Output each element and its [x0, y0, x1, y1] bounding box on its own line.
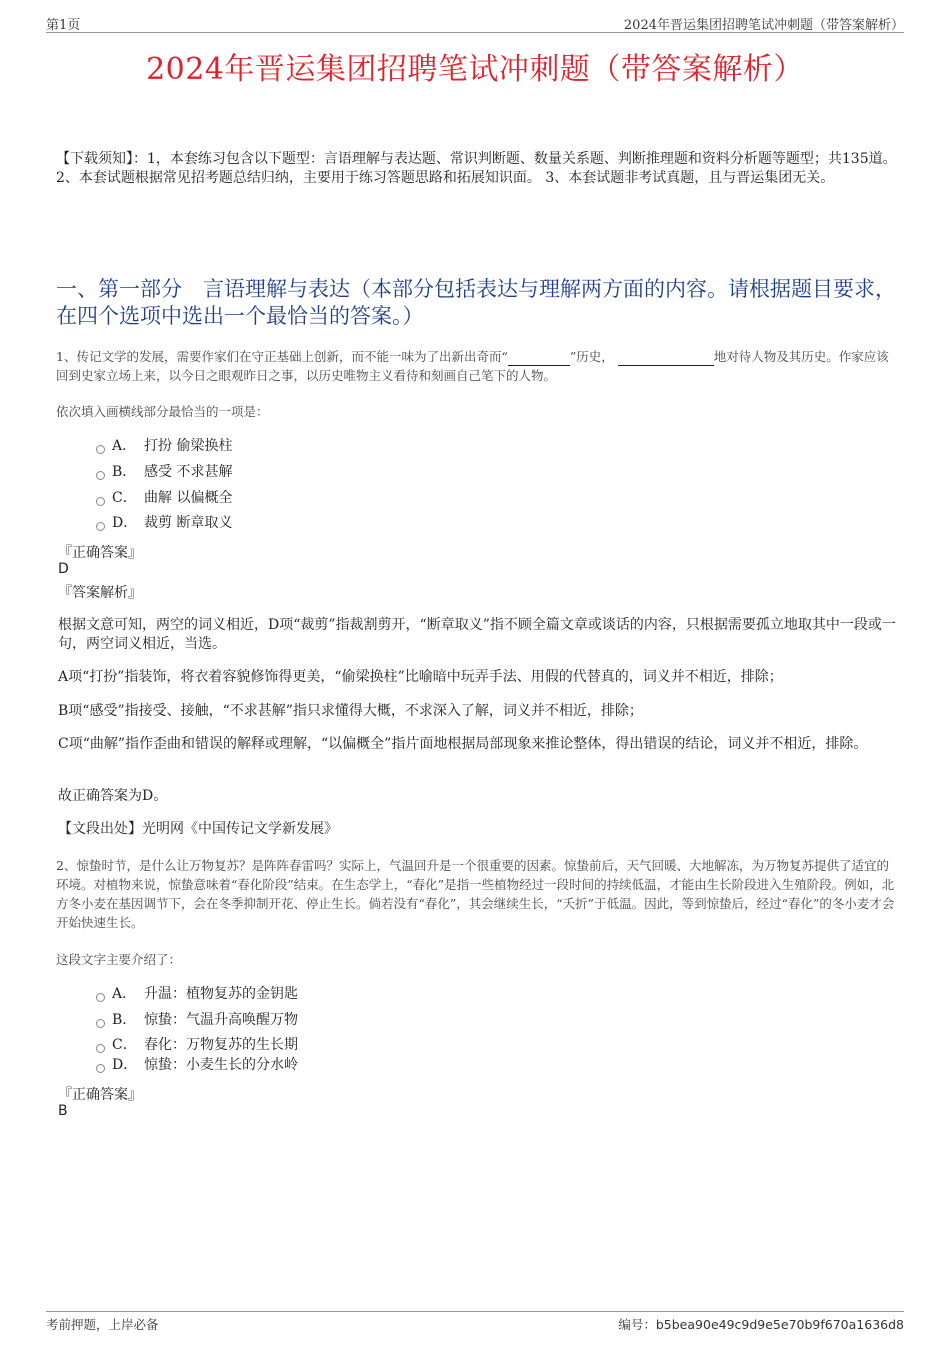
question-2-option-b[interactable]: B． 惊蛰：气温升高唤醒万物: [96, 1010, 298, 1030]
radio-icon[interactable]: [96, 497, 105, 506]
analysis-paragraph: A项“打扮”指装饰，将衣着容貌修饰得更美，“偷梁换柱”比喻暗中玩弄手法、用假的代替真的，词义并不相近，排除；: [58, 669, 783, 685]
radio-icon[interactable]: [96, 1044, 105, 1053]
radio-icon[interactable]: [96, 471, 105, 480]
question-1-option-a[interactable]: A． 打扮 偷梁换柱: [96, 436, 232, 456]
question-1-option-b[interactable]: B． 感受 不求甚解: [96, 462, 232, 482]
radio-icon[interactable]: [96, 993, 105, 1002]
question-1-prompt: 依次填入画横线部分最恰当的一项是：: [56, 404, 269, 419]
question-2-prompt: 这段文字主要介绍了：: [56, 952, 182, 967]
question-1-text-part2: ”历史，: [569, 349, 614, 364]
section-heading: 一、第一部分 言语理解与表达（本部分包括表达与理解两方面的内容。请根据题目要求，在四个选项中选出一个最恰当的答案。）: [56, 277, 896, 328]
analysis-paragraph: 根据文意可知，两空的词义相近，D项“裁剪”指裁割剪开，“断章取义”指不顾全篇文章或谈话的内容，只根据需要孤立地取其中一段或一句，两空词义相近，当选。: [58, 617, 896, 652]
footer-serial: 编号：b5bea90e49c9d9e5e70b9f670a1636d8: [618, 1317, 904, 1332]
question-1-option-c[interactable]: C． 曲解 以偏概全: [96, 488, 232, 508]
analysis-paragraph: B项“感受”指接受、接触，“不求甚解”指只求懂得大概，不求深入了解，词义并不相近，排除；: [58, 703, 643, 719]
header-page-number: 第1页: [46, 18, 81, 33]
fill-blank-1: [508, 351, 570, 366]
question-1-stem: [56, 347, 896, 385]
question-1-text-part1: 1、传记文学的发展，需要作家们在守正基础上创新，而不能一味为了出新出奇而“: [56, 349, 508, 364]
page-title: 2024年晋运集团招聘笔试冲刺题（带答案解析）: [146, 52, 804, 87]
analysis-paragraph: C项“曲解”指作歪曲和错误的解释或理解，“以偏概全”指片面地根据局部现象来推论整体，得出错误的结论，词义并不相近，排除。: [58, 736, 868, 752]
radio-icon[interactable]: [96, 1064, 105, 1073]
footer-serial-code: b5bea90e49c9d9e5e70b9f670a1636d8: [655, 1317, 904, 1332]
question-2-option-c[interactable]: C． 春化：万物复苏的生长期: [96, 1035, 298, 1055]
question-2-option-d[interactable]: D． 惊蛰：小麦生长的分水岭: [96, 1055, 298, 1075]
header-document-title: 2024年晋运集团招聘笔试冲刺题（带答案解析）: [623, 18, 904, 33]
download-notice: 【下载须知】：1，本套练习包含以下题型：言语理解与表达题、常识判断题、数量关系题、判断推理题和资料分析题等题型；共135道。 2、本套试题根据常见招考题总结归纳，主要用于练习答题思路和拓展知识面。 3、本套试题非考试真题，且与晋运集团无关。: [56, 151, 897, 186]
fill-blank-2: [618, 351, 714, 366]
question-1-source: 【文段出处】光明网《中国传记文学新发展》: [58, 821, 338, 837]
radio-icon[interactable]: [96, 445, 105, 454]
radio-icon[interactable]: [96, 522, 105, 531]
question-2-answer-label: 『正确答案』: [58, 1087, 142, 1103]
question-1-answer: D: [58, 561, 69, 577]
question-1-option-d[interactable]: D． 裁剪 断章取义: [96, 513, 232, 533]
footer-divider: [46, 1311, 904, 1312]
question-1-text-part3: 地对待人物及其历史。作家应该回到史家立场上来，以今日之眼观昨日之事，以历史唯物主义看待和刻画自己笔下的人物。: [56, 349, 889, 383]
analysis-paragraph: 故正确答案为D。: [58, 788, 168, 804]
footer-slogan: 考前押题，上岸必备: [46, 1317, 159, 1332]
question-1-analysis-label: 『答案解析』: [58, 585, 142, 601]
radio-icon[interactable]: [96, 1019, 105, 1028]
header-divider: [46, 32, 904, 33]
question-2-answer: B: [58, 1103, 68, 1119]
question-2-stem: 2、惊蛰时节，是什么让万物复苏？是阵阵春雷吗？实际上，气温回升是一个很重要的因素。惊蛰前后，天气回暖、大地解冻，为万物复苏提供了适宜的环境。对植物来说，惊蛰意味着“春化阶段”结束。在生态学上，“春化”是指一些植物经过一段时间的持续低温，才能由生长阶段进入生殖阶段。例如，北方冬小麦在基因调节下，会在冬季抑制开花、停止生长。倘若没有“春化”，其会继续生长，“夭折”于低温。因此，等到惊蛰后，经过“春化”的冬小麦才会开始快速生长。: [56, 858, 895, 930]
question-2-option-a[interactable]: A． 升温：植物复苏的金钥匙: [96, 984, 298, 1004]
question-1-answer-label: 『正确答案』: [58, 545, 142, 561]
